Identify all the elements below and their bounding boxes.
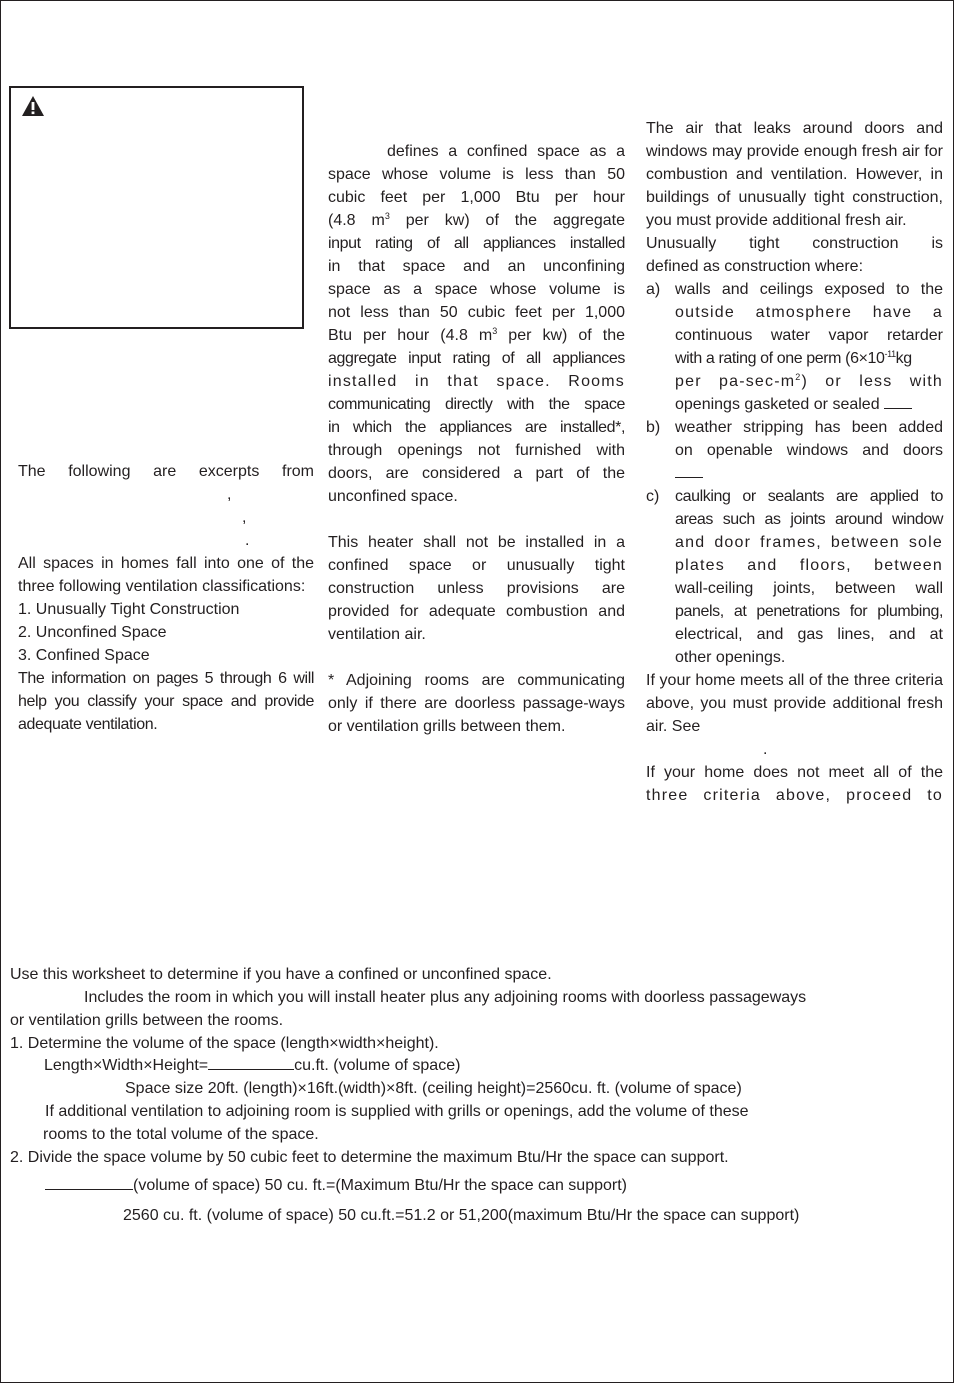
criteria-line: and door frames, between sole	[675, 534, 943, 551]
not-meet-text: If your home does not meet all of the	[646, 764, 943, 781]
criteria-line: walls and ceilings exposed to the	[675, 281, 943, 298]
times-symbol: ×	[92, 1057, 103, 1074]
btu-example: 2560 cu. ft. (volume of space) 50 cu.ft.=51.2 or 51,200(maximum Btu/Hr the space can support)	[123, 1207, 800, 1224]
definition-line: (4.8 $m^3$ per kw) of the aggregate	[328, 211, 626, 229]
spaces-text: All spaces in homes fall into one of the three following ventilation classifications:	[18, 555, 314, 595]
column-1	[18, 460, 314, 483]
criteria-b	[646, 416, 943, 485]
criteria-line: caulking or sealants are applied to	[675, 488, 943, 505]
criteria-label: b)	[646, 419, 661, 436]
criteria-line: electrical, and gas lines, and at	[675, 626, 943, 643]
blank-line	[675, 462, 703, 478]
times-symbol: ×	[297, 1080, 307, 1097]
criteria-label: c)	[646, 488, 660, 505]
definition-line: doors, are considered a part of the	[328, 465, 625, 482]
criteria-line: other openings.	[675, 649, 786, 666]
tight-definition: Unusually tight construction is	[646, 235, 943, 252]
btu-formula: (volume of space) 50 cu. ft.=(Maximum Btu/Hr the space can support)	[45, 1174, 954, 1197]
meets-criteria-period: .	[763, 741, 768, 758]
excerpt-intro: The following are excerpts from	[18, 463, 314, 480]
worksheet-includes-cont: or ventilation grills between the rooms.	[10, 1012, 284, 1029]
definition-line: through openings not furnished with	[328, 442, 625, 459]
criteria-label: a)	[646, 281, 661, 298]
column-2	[328, 140, 625, 738]
worksheet-intro: Use this worksheet to determine if you have a confined or unconfined space.	[10, 966, 552, 983]
footnote: * Adjoining rooms are communicating only if there are doorless passage-ways or ventilation grills between them.	[328, 672, 625, 735]
not-meet-text: three criteria above, proceed to	[646, 787, 943, 804]
criteria-line: areas such as joints around window	[675, 511, 943, 528]
criteria-line: wall-ceiling joints, between wall	[675, 580, 943, 597]
worksheet-step-2: 2. Divide the space volume by 50 cubic feet to determine the maximum Btu/Hr the space can support.	[10, 1149, 729, 1166]
definition-line: in that space and an unconfining	[328, 258, 625, 275]
warning-box	[9, 86, 304, 329]
times-symbol: ×	[143, 1057, 153, 1074]
criteria-line: with a rating of one perm ($6\times 10^{-11}kg$	[675, 349, 912, 367]
additional-ventilation: If additional ventilation to adjoining room is supplied with grills or openings, add the volume of these	[45, 1103, 749, 1120]
criteria-line: panels, at penetrations for plumbing,	[675, 603, 943, 620]
times-symbol: ×	[376, 1035, 386, 1052]
warning-triangle-icon	[21, 95, 45, 117]
criteria-line: plates and floors, between	[675, 557, 943, 574]
additional-ventilation-cont: rooms to the total volume of the space.	[43, 1126, 319, 1143]
meets-criteria-text: If your home meets all of the three criteria above, you must provide additional fresh air. See	[646, 672, 943, 735]
info-text: The information on pages 5 through 6 will help you classify your space and provide adequate ventilation.	[18, 670, 314, 733]
excerpt-comma-1: ,	[227, 486, 232, 503]
air-text: The air that leaks around doors and windows may provide enough fresh air for combustion and ventilation. However, in buildings of unusually tight construction, you must provide additional fresh air.	[646, 120, 943, 229]
worksheet-includes: Includes the room in which you will install heater plus any adjoining rooms with doorless passageways	[84, 989, 807, 1006]
definition-line: communicating directly with the space	[328, 396, 625, 413]
definition-line: unconfined space.	[328, 488, 458, 505]
definition-line: input rating of all appliances installed	[328, 235, 625, 252]
definition-line: Btu per hour (4.8 $m^3$ per kw) of the	[328, 326, 626, 344]
definition-line: aggregate input rating of all appliances	[328, 350, 625, 367]
definition-line: not less than 50 cubic feet per 1,000	[328, 304, 625, 321]
list-item: 3. Confined Space	[18, 647, 150, 664]
criteria-line: continuous water vapor retarder	[675, 327, 943, 344]
times-symbol: ×	[329, 1035, 339, 1052]
criteria-line: weather stripping has been added	[675, 419, 943, 436]
worksheet-step-1: 1. Determine the volume of the space (length×width×height).	[10, 1035, 439, 1052]
list-item: 1. Unusually Tight Construction	[18, 601, 240, 618]
volume-blank	[208, 1054, 294, 1070]
criteria-line: outside atmosphere have a	[675, 304, 943, 321]
criteria-line: openings gasketed or sealed	[646, 393, 943, 416]
criteria-a	[646, 278, 943, 416]
definition-line: cubic feet per 1,000 Btu per hour	[328, 189, 625, 206]
tight-definition: defined as construction where:	[646, 258, 864, 275]
criteria-c	[646, 485, 943, 669]
definition-line: installed in that space. Rooms	[328, 373, 625, 390]
blank-line	[884, 393, 912, 409]
criteria-line: per $pa-\sec-m^2$) or less with	[675, 372, 943, 390]
excerpt-comma-2: ,	[242, 509, 247, 526]
volume-formula: Length×Width×Height= cu.ft. (volume of space)	[44, 1054, 954, 1077]
definition-line: defines a confined space as a	[387, 143, 625, 160]
excerpt-period: .	[245, 532, 250, 549]
criteria-line: on openable windows and doors	[675, 442, 943, 459]
definition-line: space as a space whose volume is	[328, 281, 625, 298]
heater-note: This heater shall not be installed in a confined space or unusually tight construction unless provisions are provided for adequate combustion and ventilation air.	[328, 534, 625, 643]
list-item: 2. Unconfined Space	[18, 624, 167, 641]
definition-line: space whose volume is less than 50	[328, 166, 625, 183]
column-3	[646, 117, 943, 807]
volume-example: Space size 20ft. (length)×16ft.(width)×8ft. (ceiling height)=2560cu. ft. (volume of space)	[125, 1080, 742, 1097]
classification-section	[18, 552, 314, 736]
times-symbol: ×	[386, 1080, 396, 1097]
definition-line: in which the appliances are installed*,	[328, 419, 625, 436]
volume-blank	[45, 1174, 133, 1190]
criteria-line	[646, 462, 943, 485]
